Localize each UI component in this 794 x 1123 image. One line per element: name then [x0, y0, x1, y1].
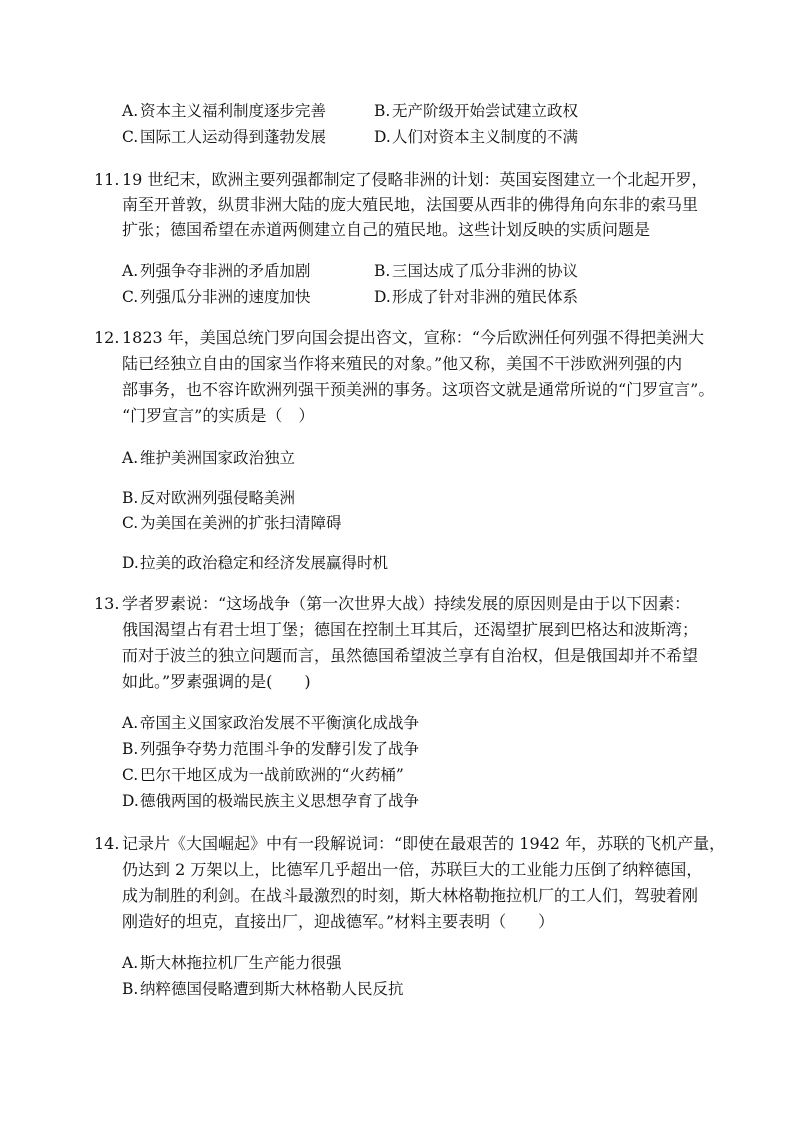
q12-stem-line: 部事务，也不容许欧洲列强干预美洲的事务。这项咨文就是通常所说的“门罗宣言”。	[122, 380, 715, 399]
q14-stem-line: 成为制胜的利剑。在战斗最激烈的时刻，斯大林格勒拖拉机厂的工人们，驾驶着刚	[122, 886, 699, 905]
q11-stem-line: 扩张；德国希望在赤道两侧建立自己的殖民地。这些计划反映的实质问题是	[122, 220, 651, 239]
q10-option-a: A. 资本主义福利制度逐步完善	[122, 102, 327, 120]
q14-stem-line: 仍达到 2 万架以上，比德军几乎超出一倍，苏联巨大的工业能力压倒了纳粹德国，	[122, 860, 703, 879]
q12-stem-line: “门罗宣言”的实质是（ ）	[122, 406, 315, 425]
q12-option-c: C. 为美国在美洲的扩张扫清障碍	[122, 514, 342, 532]
q12-stem-line: 陆已经独立自由的国家当作将来殖民的对象。”他又称，美国不干涉欧洲列强的内	[122, 354, 683, 373]
q10-option-c: C. 国际工人运动得到蓬勃发展	[122, 128, 327, 146]
q13-number: 13.	[94, 594, 120, 613]
q13-option-b: B. 列强争夺势力范围斗争的发酵引发了战争	[122, 740, 420, 758]
q12-number: 12.	[94, 328, 120, 347]
q12-option-a: A. 维护美洲国家政治独立	[122, 449, 296, 467]
q13-stem-line: 而对于波兰的独立问题而言，虽然德国希望波兰享有自治权，但是俄国却并不希望	[122, 646, 699, 665]
q12-option-d: D.拉美的政治稳定和经济发展赢得时机	[122, 554, 389, 572]
q11-stem-line: 南至开普敦，纵贯非洲大陆的庞大殖民地，法国要从西非的佛得角向东非的索马里	[122, 195, 699, 214]
q14-option-a: A. 斯大林拖拉机厂生产能力很强	[122, 954, 342, 972]
q11-option-c: C. 列强瓜分非洲的速度加快	[122, 288, 311, 306]
q11-option-d: D.形成了针对非洲的殖民体系	[374, 288, 579, 306]
q13-stem-line: 学者罗素说：“这场战争（第一次世界大战）持续发展的原因则是由于以下因素：	[122, 594, 691, 613]
q11-option-b: B. 三国达成了瓜分非洲的协议	[374, 262, 579, 280]
q14-stem-line: 刚造好的坦克，直接出厂，迎战德军。”材料主要表明（ ）	[122, 912, 555, 931]
q11-option-a: A. 列强争夺非洲的矛盾加剧	[122, 262, 311, 280]
q13-option-d: D.德俄两国的极端民族主义思想孕育了战争	[122, 792, 420, 810]
q13-option-a: A. 帝国主义国家政治发展不平衡演化成战争	[122, 714, 420, 732]
q10-option-d: D.人们对资本主义制度的不满	[374, 128, 579, 146]
q14-stem-line: 记录片《大国崛起》中有一段解说词：“即使在最艰苦的 1942 年，苏联的飞机产量，	[122, 834, 726, 853]
q12-option-b: B. 反对欧洲列强侵略美洲	[122, 489, 296, 507]
q10-option-b: B. 无产阶级开始尝试建立政权	[374, 102, 579, 120]
q13-stem-line: 如此。”罗素强调的是( )	[122, 672, 311, 691]
q11-number: 11.	[94, 170, 120, 189]
q14-option-b: B. 纳粹德国侵略遭到斯大林格勒人民反抗	[122, 980, 404, 998]
q14-number: 14.	[94, 834, 120, 853]
q11-stem-line: 19 世纪末，欧洲主要列强都制定了侵略非洲的计划：英国妄图建立一个北起开罗，	[122, 170, 708, 189]
q13-stem-line: 俄国渴望占有君士坦丁堡；德国在控制土耳其后，还渴望扩展到巴格达和波斯湾；	[122, 620, 699, 639]
q13-option-c: C. 巴尔干地区成为一战前欧洲的“火药桶”	[122, 766, 404, 784]
q12-stem-line: 1823 年，美国总统门罗向国会提出咨文，宣称：“今后欧洲任何列强不得把美洲大	[122, 328, 704, 347]
